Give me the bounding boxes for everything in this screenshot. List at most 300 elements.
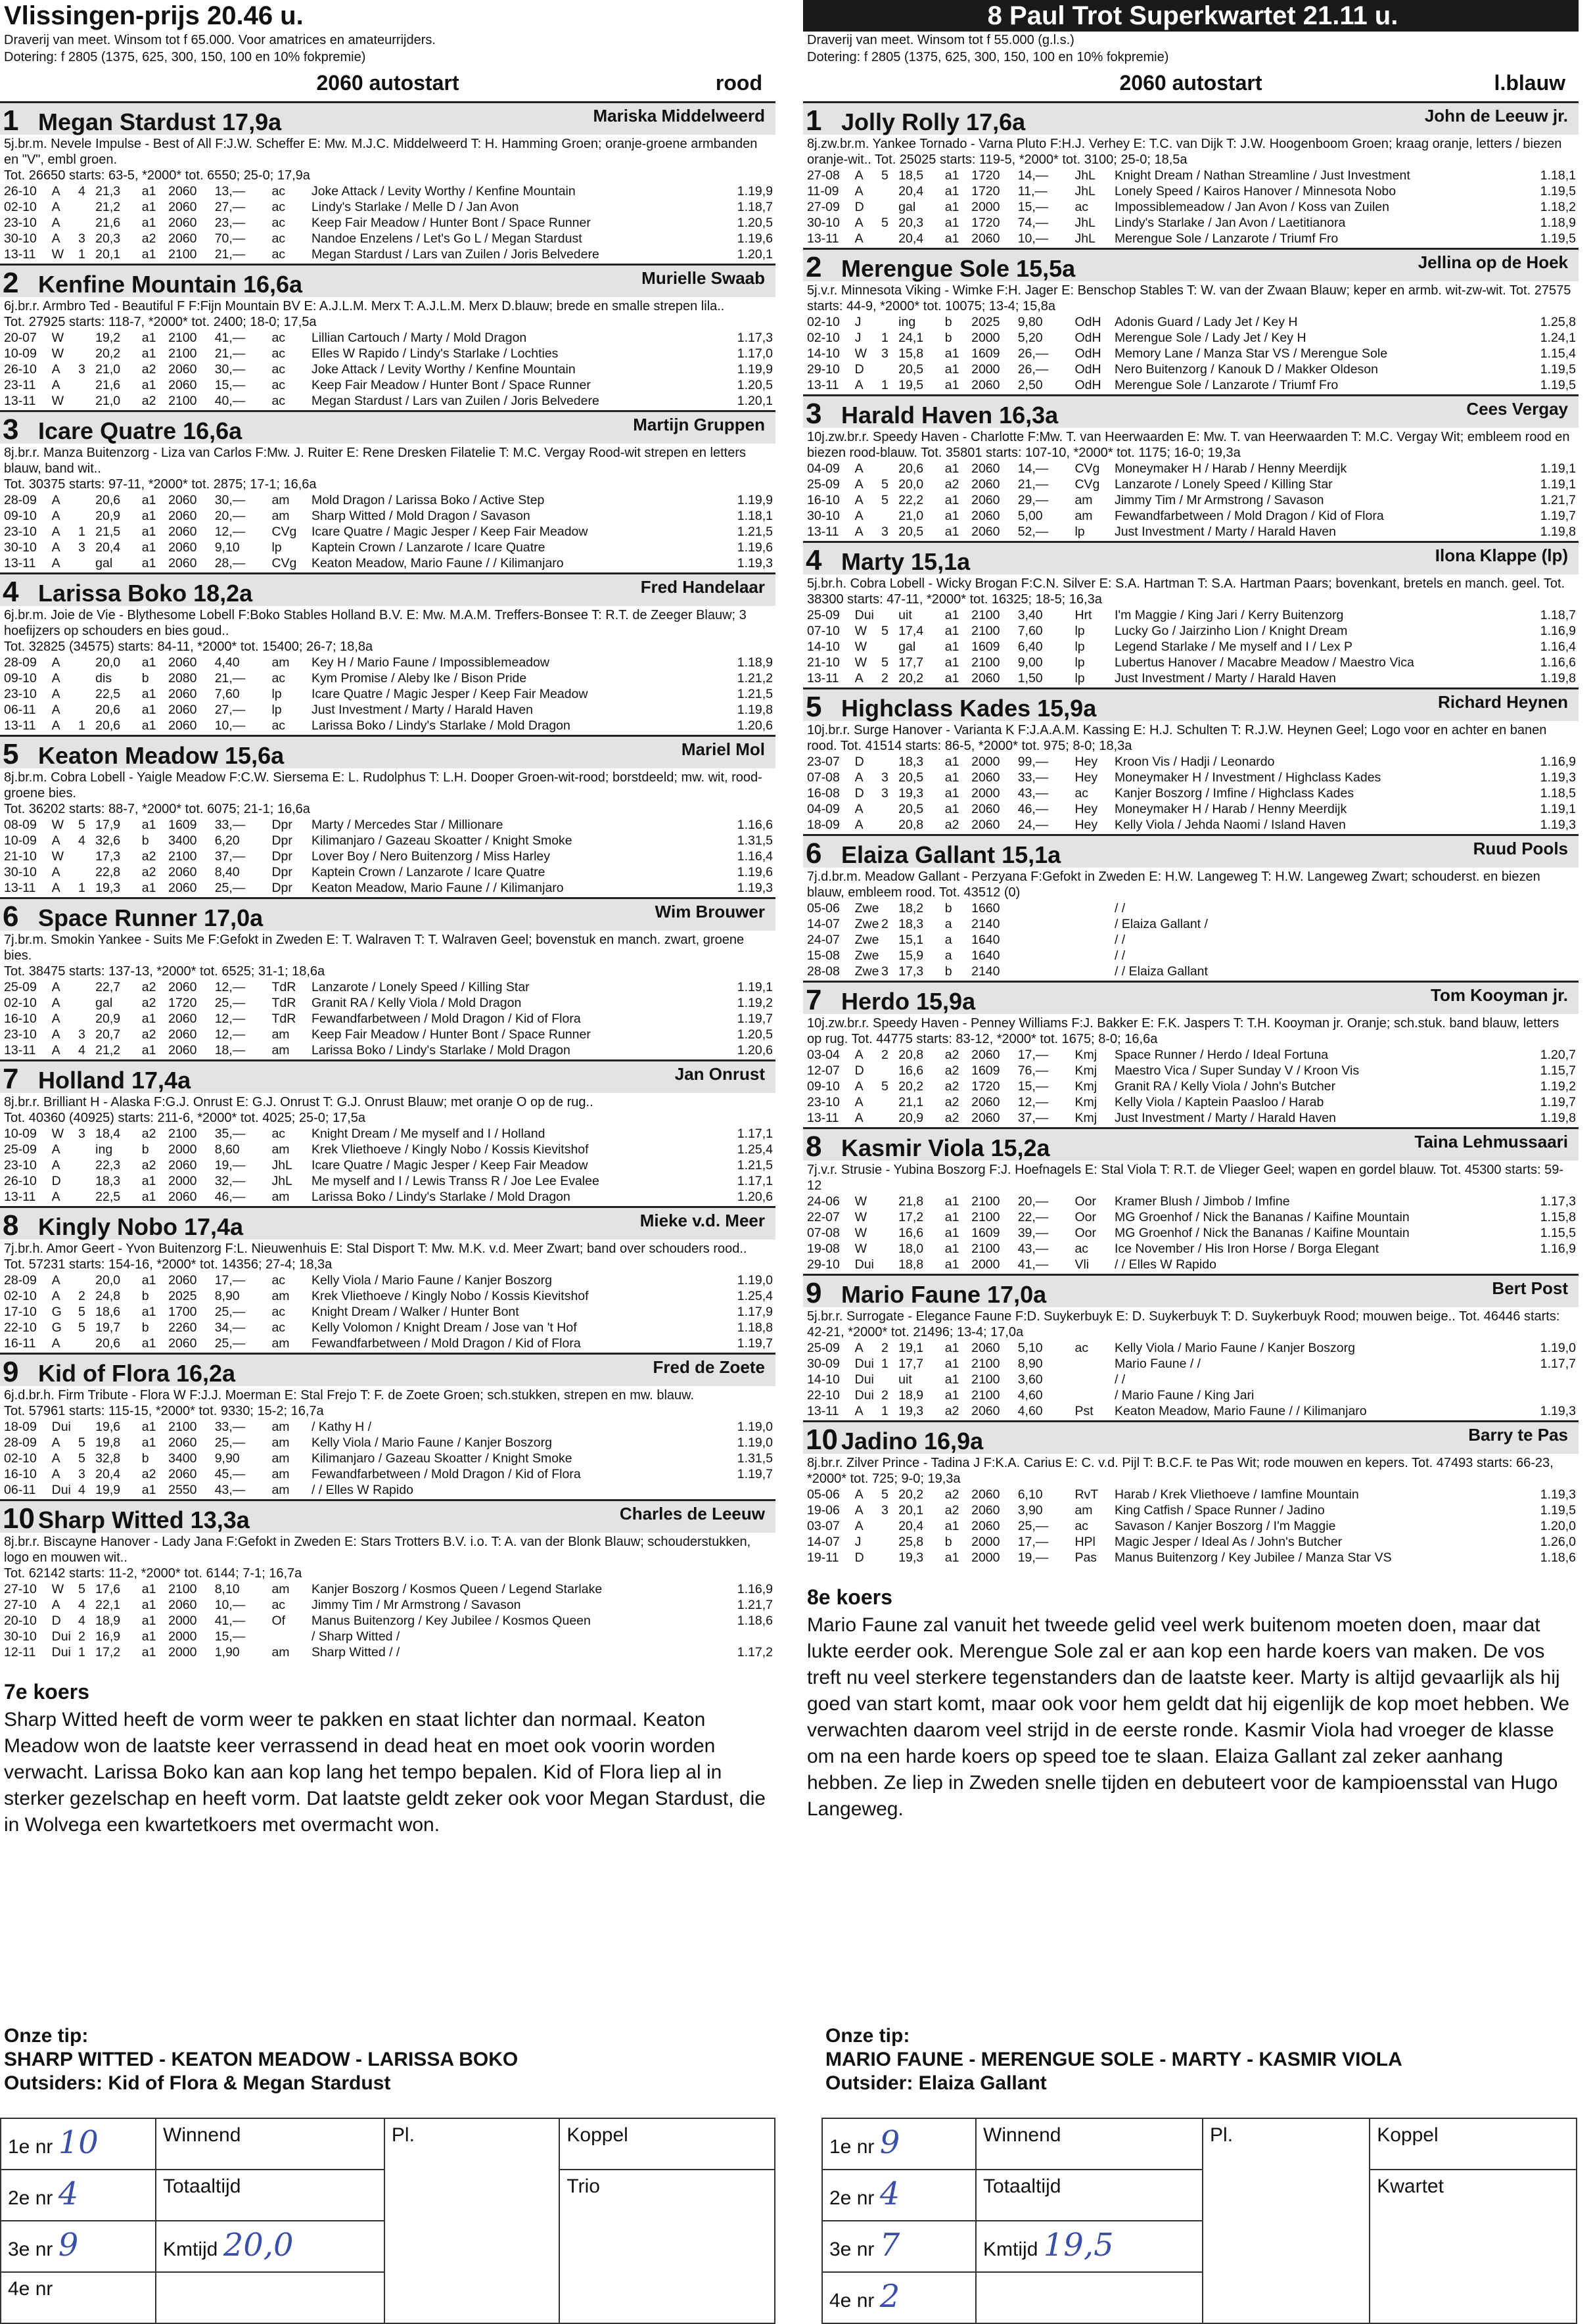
run-cell: 19,9 [95, 1483, 121, 1497]
run-cell: 1.19,0 [737, 1435, 773, 1450]
run-cell: 13-11 [807, 1404, 839, 1418]
run-row [807, 314, 1576, 330]
commentary-title: 8e koers [807, 1585, 892, 1609]
run-cell: MG Groenhof / Nick the Bananas / Kaifine Mountain [1114, 1210, 1410, 1224]
run-cell: 1 [881, 331, 889, 345]
run-cell: Mario Faune / / [1114, 1357, 1201, 1371]
run-cell: ac [271, 1127, 286, 1141]
run-cell: 2100 [168, 1127, 197, 1141]
horse-header [0, 266, 775, 297]
form-totaaltijd[interactable]: Totaaltijd [156, 2170, 384, 2221]
run-cell: 21,1 [898, 1095, 924, 1109]
run-cell: a2 [141, 996, 156, 1010]
run-cell: 2060 [168, 216, 197, 230]
run-cell: Jimmy Tim / Mr Armstrong / Savason [311, 1598, 521, 1612]
run-cell: a1 [141, 184, 156, 198]
run-cell: 3400 [168, 833, 197, 848]
run-cell: am [271, 1289, 290, 1303]
tip-label: Onze tip: [4, 2025, 89, 2047]
run-row [4, 1126, 773, 1142]
form-kmtijd[interactable] [156, 2221, 384, 2272]
run-cell: 1.17,1 [737, 1174, 773, 1188]
form-empty[interactable] [976, 2272, 1203, 2323]
run-cell: CVg [1074, 461, 1100, 476]
run-cell: 2100 [971, 1357, 1000, 1371]
form-row-4[interactable]: 4e nr [1, 2272, 156, 2323]
run-cell: 1.21,5 [737, 687, 773, 701]
run-cell: uit [898, 1372, 912, 1387]
horse-stats: Tot. 26650 starts: 63-5, *2000* tot. 6550; 25-0; 17,9a [4, 168, 310, 183]
form-trio[interactable]: Trio [559, 2170, 775, 2323]
run-cell: 1.21,7 [737, 1598, 773, 1612]
start-number: 7 [806, 984, 822, 1016]
start-number: 3 [3, 413, 19, 446]
run-cell: 6,40 [1017, 639, 1043, 654]
run-row [807, 1372, 1576, 1387]
run-cell: Manus Buitenzorg / Key Jubilee / Kosmos Queen [311, 1614, 591, 1628]
form-winnend[interactable]: Winnend [976, 2118, 1203, 2170]
run-cell: a1 [944, 509, 959, 523]
run-cell: 1.19,6 [737, 540, 773, 555]
run-cell: Kelly Viola / Mario Faune / Kanjer Boszorg [1114, 1341, 1355, 1355]
run-cell: 1 [78, 1645, 85, 1660]
run-cell: 2060 [971, 509, 1000, 523]
run-cell: 10,— [1017, 231, 1049, 246]
run-cell: a1 [944, 168, 959, 183]
form-empty[interactable] [156, 2272, 384, 2323]
form-row-2[interactable] [822, 2170, 976, 2221]
run-cell: 19,3 [898, 786, 924, 801]
run-cell [78, 1173, 95, 1189]
form-row-1[interactable] [1, 2118, 156, 2170]
run-cell: Lindy's Starlake / Melle D / Jan Avon [311, 200, 519, 214]
recent-runs [4, 1581, 773, 1660]
run-cell: 37,— [214, 849, 246, 864]
horse-entry [0, 1499, 775, 1660]
run-cell: 18,8 [898, 1257, 924, 1272]
form-row-3[interactable] [1, 2221, 156, 2272]
run-cell: 35,— [214, 1127, 246, 1141]
run-row [807, 183, 1576, 199]
run-cell: 20,5 [898, 524, 924, 539]
run-cell: Kilimanjaro / Gazeau Skoatter / Knight Smoke [311, 833, 572, 848]
run-cell: ac [271, 1305, 286, 1319]
run-cell: W [854, 1210, 867, 1224]
run-cell: a1 [944, 770, 959, 785]
run-cell: 1640 [971, 933, 1000, 947]
run-cell: 20,4 [95, 540, 121, 555]
run-cell [78, 1011, 95, 1027]
run-cell [881, 508, 898, 524]
run-cell: Keep Fair Meadow / Hunter Bont / Space Runner [311, 1027, 591, 1042]
run-cell: 27,— [214, 703, 246, 717]
run-row [4, 346, 773, 361]
run-cell: a2 [141, 1127, 156, 1141]
run-cell: 17,3 [898, 964, 924, 979]
run-cell: 22,— [1017, 1210, 1049, 1224]
run-cell: ac [271, 671, 286, 686]
form-winnend[interactable]: Winnend [156, 2118, 384, 2170]
run-cell: 5 [78, 818, 85, 832]
run-cell: Lover Boy / Nero Buitenzorg / Miss Harley [311, 849, 551, 864]
run-cell: 23-10 [807, 1095, 840, 1109]
run-cell: W [51, 331, 64, 345]
run-cell: 22,2 [898, 493, 924, 507]
form-row-2[interactable] [1, 2170, 156, 2221]
run-cell: lp [271, 703, 282, 717]
form-row-label: 4e nr [829, 2290, 875, 2312]
run-cell: 20,0 [95, 655, 121, 670]
run-cell: a1 [944, 1226, 959, 1240]
run-cell: 99,— [1017, 755, 1049, 769]
run-cell: D [854, 362, 864, 377]
run-row [4, 508, 773, 524]
run-cell [78, 686, 95, 702]
run-cell: 27-09 [807, 200, 840, 214]
run-row [807, 361, 1576, 377]
horse-pedigree: 8j.br.r. Brilliant H - Alaska F:G.J. Onrust E: G.J. Onrust T: G.J. Onrust Blauw; met oranje O op de rug.. [4, 1095, 593, 1109]
run-cell: 20,0 [898, 477, 924, 492]
run-cell [78, 199, 95, 215]
horse-name: Keaton Meadow 15,6a [38, 742, 285, 769]
run-cell: 22,3 [95, 1158, 121, 1173]
run-cell: 13-11 [807, 1111, 839, 1125]
run-cell: 5 [881, 477, 889, 492]
race-title: 8 Paul Trot Superkwartet 21.11 u. [803, 0, 1579, 32]
form-pl[interactable]: Pl. [384, 2118, 560, 2323]
run-row [807, 508, 1576, 524]
driver-name: Bert Post [1492, 1278, 1568, 1298]
run-cell: 02-10 [4, 996, 37, 1010]
run-cell: 20-07 [4, 331, 37, 345]
run-cell [78, 655, 95, 670]
run-cell: 22,1 [95, 1598, 121, 1612]
run-cell: 16,6 [898, 1226, 924, 1240]
run-cell: 23-10 [4, 524, 37, 539]
run-cell: 1.16,9 [1540, 755, 1576, 769]
run-cell: a1 [141, 1305, 156, 1319]
form-koppel[interactable]: Koppel [559, 2118, 775, 2170]
run-cell: 1.21,5 [737, 524, 773, 539]
run-cell: 1 [78, 524, 85, 539]
run-cell: b [141, 1289, 149, 1303]
run-cell: 1.19,6 [737, 865, 773, 879]
run-cell: 25,— [214, 996, 246, 1010]
run-cell: 2100 [168, 247, 197, 262]
run-cell: a1 [944, 671, 959, 686]
form-totaaltijd[interactable]: Totaaltijd [976, 2170, 1203, 2221]
race-color: rood [715, 71, 762, 95]
run-cell: 1.24,1 [1540, 331, 1576, 345]
run-row [807, 623, 1576, 639]
run-row [4, 1644, 773, 1660]
run-cell: am [1074, 493, 1093, 507]
run-cell: 2060 [971, 231, 1000, 246]
run-cell: 1.19,1 [1540, 477, 1576, 492]
run-cell [78, 1157, 95, 1173]
run-cell: 1.19,8 [737, 703, 773, 717]
run-cell: 43,— [214, 1483, 246, 1497]
form-row-3[interactable] [822, 2221, 976, 2272]
run-cell: 29-10 [807, 362, 840, 377]
run-cell: 3 [881, 346, 889, 361]
run-cell: Kelly Volomon / Knight Dream / Jose van 't Hof [311, 1320, 577, 1335]
run-cell: 27-10 [4, 1598, 37, 1612]
horse-stats: Tot. 38475 starts: 137-13, *2000* tot. 6525; 31-1; 18,6a [4, 964, 325, 979]
run-cell: 5 [78, 1451, 85, 1466]
run-cell: 25-09 [807, 608, 840, 622]
run-cell: 20,3 [95, 231, 121, 246]
run-cell: 3 [78, 1467, 85, 1481]
run-cell: 19,— [214, 1158, 246, 1173]
run-row [4, 817, 773, 833]
run-cell: 22-10 [4, 1320, 37, 1335]
run-cell: Merengue Sole / Lady Jet / Key H [1114, 331, 1306, 345]
horse-header [803, 103, 1579, 135]
run-cell: 3 [881, 964, 889, 979]
run-cell: a [944, 917, 952, 931]
run-cell: 1.18,6 [737, 1614, 773, 1628]
run-cell: 2060 [168, 1027, 197, 1042]
run-row [4, 1042, 773, 1058]
run-row [807, 1502, 1576, 1518]
run-cell: 1,90 [214, 1645, 240, 1660]
run-cell: a1 [141, 378, 156, 392]
run-cell: 4 [78, 1614, 85, 1628]
run-cell: 1640 [971, 948, 1000, 963]
run-cell: am [271, 1336, 290, 1351]
run-cell: Megan Stardust / Lars van Zuilen / Joris Belvedere [311, 394, 599, 408]
run-cell: a1 [141, 540, 156, 555]
run-row [807, 1403, 1576, 1419]
run-cell: 19,3 [898, 1404, 924, 1418]
driver-name: Tom Kooyman jr. [1431, 985, 1568, 1005]
run-cell: OdH [1074, 346, 1101, 361]
run-cell: 11,— [1017, 184, 1048, 198]
run-row [4, 361, 773, 377]
form-kmtijd[interactable] [976, 2221, 1203, 2272]
horse-entry [803, 101, 1579, 246]
form-row-label: 2e nr [8, 2187, 53, 2209]
run-cell: Knight Dream / Nathan Streamline / Just Investment [1114, 168, 1410, 183]
form-koppel[interactable]: Koppel [1370, 2118, 1577, 2170]
run-cell: Kym Promise / Aleby Ike / Bison Pride [311, 671, 527, 686]
run-cell: 28,— [214, 556, 246, 570]
run-cell: Harab / Krek Vliethoeve / Iamfine Mountain [1114, 1487, 1359, 1502]
run-cell: 1.20,0 [1540, 1519, 1576, 1533]
run-cell: Lindy's Starlake / Jan Avon / Laetitianora [1114, 216, 1346, 230]
run-row [4, 540, 773, 555]
run-cell: Knight Dream / Walker / Hunter Bont [311, 1305, 519, 1319]
run-cell: 39,— [1017, 1226, 1049, 1240]
driver-name: Murielle Swaab [641, 268, 765, 288]
tip-block-left [0, 2024, 775, 2095]
run-cell: A [854, 493, 864, 507]
tip-picks: MARIO FAUNE - MERENGUE SOLE - MARTY - KASMIR VIOLA [825, 2049, 1402, 2070]
run-row [4, 995, 773, 1011]
run-cell: 1.19,7 [737, 1467, 773, 1481]
run-cell: am [271, 655, 290, 670]
run-cell: 2060 [168, 881, 197, 895]
run-row [4, 1629, 773, 1644]
recent-runs [4, 1419, 773, 1498]
run-cell: 16-10 [4, 1467, 37, 1481]
run-cell: 21,6 [95, 378, 121, 392]
run-cell: a2 [141, 1027, 156, 1042]
driver-name: Fred Handelaar [640, 577, 765, 597]
run-cell: 33,— [1017, 770, 1049, 785]
run-cell: 12-11 [4, 1645, 36, 1660]
run-cell: 12-07 [807, 1063, 840, 1078]
run-cell: Moneymaker H / Harab / Henny Meerdijk [1114, 461, 1347, 476]
horse-name: Holland 17,4a [38, 1067, 191, 1094]
run-cell: 18-09 [4, 1420, 37, 1434]
run-cell: 2100 [168, 1420, 197, 1434]
run-cell: 20,8 [898, 1048, 924, 1062]
run-cell: 28-09 [4, 1435, 37, 1450]
run-cell [78, 702, 95, 718]
run-cell: W [854, 655, 867, 670]
run-cell: A [854, 1095, 864, 1109]
horse-entry [0, 1206, 775, 1351]
run-cell: a1 [141, 1614, 156, 1628]
run-cell [78, 508, 95, 524]
run-cell: 1.20,1 [737, 394, 773, 408]
run-cell [1512, 932, 1576, 948]
run-cell: 10-09 [4, 1127, 37, 1141]
run-row [4, 1451, 773, 1466]
run-cell: 1.19,5 [1540, 231, 1576, 246]
run-cell: 2060 [971, 477, 1000, 492]
run-cell: 23-11 [4, 378, 36, 392]
run-cell: ing [95, 1142, 113, 1157]
run-cell: 20,4 [95, 1467, 121, 1481]
run-cell: a1 [944, 1257, 959, 1272]
horse-entry [0, 735, 775, 896]
run-cell: 09-10 [4, 671, 37, 686]
run-cell: 20,7 [95, 1027, 121, 1042]
run-cell: a2 [141, 394, 156, 408]
run-row [4, 702, 773, 718]
run-cell [881, 817, 898, 833]
run-row [807, 1518, 1576, 1534]
run-cell: 16-11 [4, 1336, 36, 1351]
run-cell: OdH [1074, 362, 1101, 377]
run-row [4, 1320, 773, 1336]
run-cell: Kmj [1074, 1111, 1097, 1125]
horse-pedigree: 8j.br.r. Manza Buitenzorg - Liza van Carlos F:Mw. J. Ruiter E: Rene Dresken Filatelie T: M.C. Vergay Rood-wit strepen en letters blauw, band wit.. [4, 446, 746, 476]
run-cell: 2060 [971, 1503, 1000, 1518]
run-cell: 1.16,6 [737, 818, 773, 832]
run-cell: Hey [1074, 755, 1098, 769]
run-cell: 23-10 [4, 216, 37, 230]
run-cell: 2060 [971, 524, 1000, 539]
run-cell: MG Groenhof / Nick the Bananas / Kaifine Mountain [1114, 1226, 1410, 1240]
run-cell [271, 1629, 312, 1644]
run-cell: 18,0 [898, 1242, 924, 1256]
run-cell: 4,60 [1017, 1404, 1043, 1418]
run-cell: a1 [141, 331, 156, 345]
run-cell: 22,5 [95, 687, 121, 701]
run-cell: a1 [141, 1582, 156, 1596]
run-cell: 1720 [168, 996, 197, 1010]
run-row [4, 1419, 773, 1435]
run-cell: / Kathy H / [311, 1420, 371, 1434]
form-kwartet[interactable]: Kwartet [1370, 2170, 1577, 2323]
run-cell: 16-10 [4, 1011, 37, 1026]
run-cell: 1.18,2 [1540, 200, 1576, 214]
start-number: 8 [806, 1130, 822, 1163]
run-row [4, 833, 773, 848]
run-cell: 1.18,1 [737, 509, 773, 523]
run-cell: / Elaiza Gallant / [1114, 917, 1208, 931]
run-cell: 21,6 [95, 216, 121, 230]
run-cell: CVg [271, 556, 297, 570]
run-cell: 21,0 [95, 362, 121, 377]
run-cell: A [854, 1487, 864, 1502]
run-cell: Kelly Viola / Jehda Naomi / Island Haven [1114, 818, 1346, 832]
race-title: Vlissingen-prijs 20.46 u. [4, 1, 304, 30]
run-cell: W [51, 818, 64, 832]
horse-entry [0, 264, 775, 409]
run-cell: 2100 [168, 394, 197, 408]
run-cell: 5 [881, 655, 889, 670]
start-number: 5 [3, 738, 19, 770]
form-row-4[interactable] [822, 2272, 976, 2323]
run-cell [78, 848, 95, 864]
run-cell: 1.19,0 [737, 1273, 773, 1288]
run-cell: 1.15,8 [1540, 1210, 1576, 1224]
horse-pedigree: 6j.d.br.h. Firm Tribute - Flora W F:J.J. Moerman E: Stal Frejo T: F. de Zoete Groen; sch.stukken, strepen en mw. blauw. [4, 1388, 695, 1403]
run-cell: 02-10 [4, 200, 37, 214]
run-cell: a1 [141, 1420, 156, 1434]
run-cell: 3,90 [1017, 1503, 1043, 1518]
run-cell: 46,— [1017, 802, 1049, 816]
run-cell: 21,— [214, 671, 246, 686]
run-cell: 1.17,0 [737, 346, 773, 361]
run-cell: 13-11 [4, 1190, 36, 1204]
form-pl[interactable]: Pl. [1203, 2118, 1370, 2323]
run-cell: b [944, 901, 952, 916]
distance-row [0, 66, 775, 100]
run-cell: 2000 [971, 786, 1000, 801]
horse-entry [803, 1127, 1579, 1272]
run-cell: a2 [944, 1111, 959, 1125]
bet-form-right [821, 2118, 1577, 2324]
run-cell: Zwe [854, 933, 879, 947]
driver-name: Ilona Klappe (lp) [1435, 546, 1568, 565]
run-cell: a1 [141, 1011, 156, 1026]
run-cell: 09-10 [807, 1079, 840, 1094]
form-row-1[interactable] [822, 2118, 976, 2170]
run-row [807, 168, 1576, 183]
run-cell: ac [271, 362, 286, 377]
run-cell: 27,— [214, 200, 246, 214]
run-cell: a1 [141, 493, 156, 507]
run-cell: Dui [854, 1257, 874, 1272]
horse-name: Herdo 15,9a [841, 988, 976, 1015]
run-cell [1074, 1387, 1115, 1403]
outsiders: Outsiders: Kid of Flora & Megan Stardust [4, 2072, 391, 2094]
run-cell: 5,20 [1017, 331, 1043, 345]
run-cell: 2100 [971, 1210, 1000, 1224]
run-row [4, 1597, 773, 1613]
start-number: 1 [806, 105, 822, 137]
run-cell: a1 [944, 802, 959, 816]
horse-pedigree: 10j.zw.br.r. Speedy Haven - Penney Williams F:J. Bakker E: F.K. Jaspers T: T.H. Kooyman jr. Oranje; sch.stuk. band blauw, letters op rug. Tot. 44775 starts: 83-12, *2000* tot. 1675; 8-0; 16,6a [807, 1016, 1559, 1046]
run-cell: 1.31,5 [737, 833, 773, 848]
run-cell: 13,— [214, 184, 246, 198]
